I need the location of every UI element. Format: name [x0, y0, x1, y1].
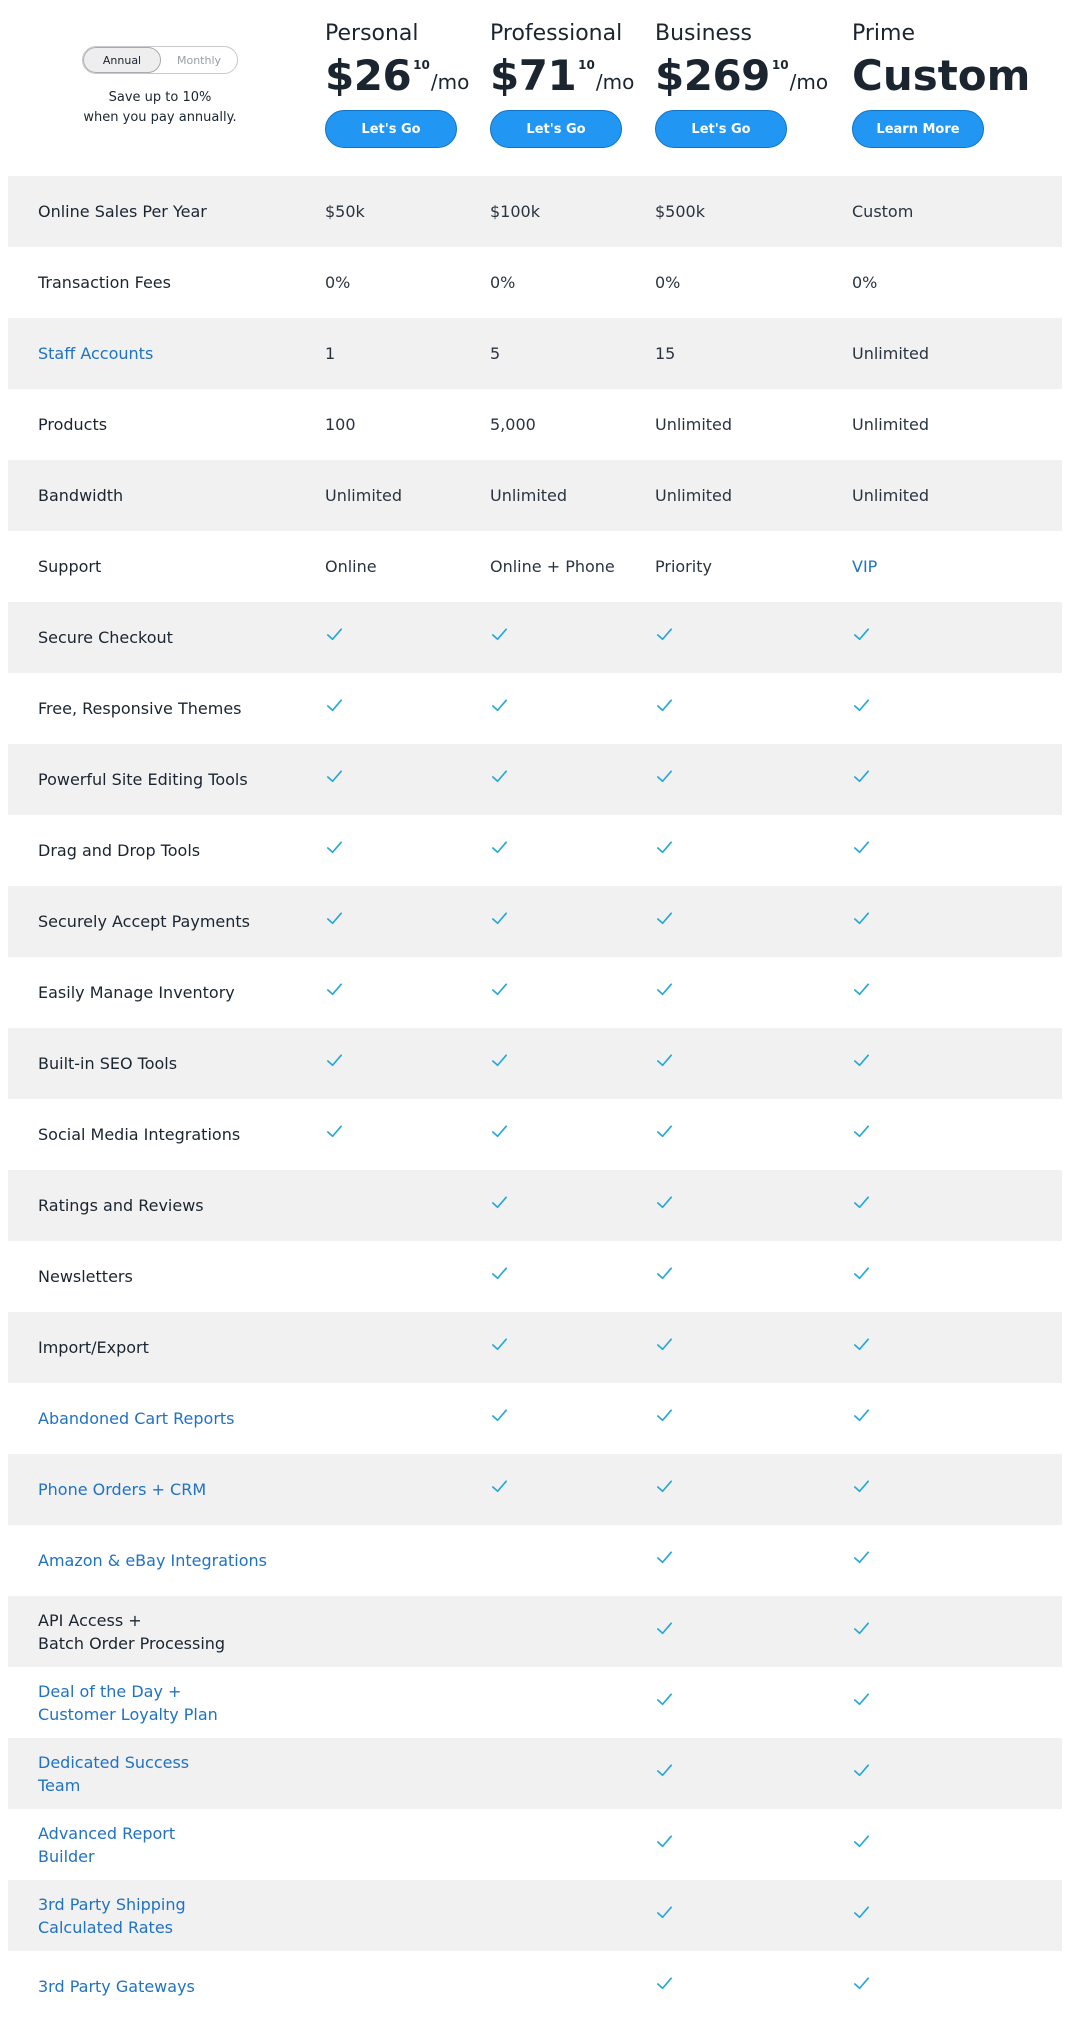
plan-name: Business — [655, 21, 753, 46]
feature-label: API Access + Batch Order Processing — [38, 1610, 226, 1653]
checkmark-icon — [655, 625, 674, 644]
check-cell-prime — [852, 1596, 871, 1667]
table-row — [8, 602, 1062, 673]
value-cell-professional: 5,000 — [490, 415, 536, 434]
table-row — [8, 815, 1062, 886]
table-row — [8, 247, 1062, 318]
table-row — [8, 957, 1062, 1028]
feature-label[interactable]: Advanced Report Builder — [38, 1823, 176, 1866]
checkmark-icon — [490, 1122, 509, 1141]
checkmark-icon — [325, 909, 344, 928]
check-cell-business — [655, 1454, 674, 1525]
checkmark-icon — [655, 1548, 674, 1567]
check-cell-professional — [490, 744, 509, 815]
checkmark-icon — [655, 909, 674, 928]
checkmark-icon — [490, 1477, 509, 1496]
check-cell-business — [655, 1667, 674, 1738]
check-cell-prime — [852, 886, 871, 957]
toggle-annual[interactable]: Annual — [83, 47, 161, 73]
value-cell-personal: $50k — [325, 202, 365, 221]
checkmark-icon — [325, 696, 344, 715]
feature-label[interactable]: Amazon & eBay Integrations — [38, 1551, 267, 1570]
plan-name: Professional — [490, 21, 623, 46]
checkmark-icon — [490, 625, 509, 644]
check-cell-professional — [490, 1454, 509, 1525]
value-cell-prime: Unlimited — [852, 486, 930, 505]
feature-label: Support — [38, 557, 102, 576]
price-custom: Custom — [852, 51, 1031, 100]
checkmark-icon — [490, 1193, 509, 1212]
table-row — [8, 1596, 1062, 1667]
billing-toggle[interactable] — [82, 46, 238, 74]
checkmark-icon — [655, 1832, 674, 1851]
check-cell-prime — [852, 1028, 871, 1099]
value-cell-personal: Unlimited — [325, 486, 403, 505]
table-row — [8, 886, 1062, 957]
checkmark-icon — [490, 1335, 509, 1354]
value-cell-personal: 0% — [325, 273, 351, 292]
checkmark-icon — [852, 1903, 871, 1922]
checkmark-icon — [852, 909, 871, 928]
checkmark-icon — [852, 1193, 871, 1212]
checkmark-icon — [655, 1690, 674, 1709]
plan-price — [852, 52, 1030, 102]
feature-label: Drag and Drop Tools — [38, 841, 201, 860]
check-cell-professional — [490, 1170, 509, 1241]
checkmark-icon — [490, 696, 509, 715]
checkmark-icon — [490, 1051, 509, 1070]
checkmark-icon — [490, 1264, 509, 1283]
feature-comparison-table — [8, 176, 1062, 2022]
table-row — [8, 1312, 1062, 1383]
table-row — [8, 1028, 1062, 1099]
table-row — [8, 1667, 1062, 1738]
check-cell-prime — [852, 1738, 871, 1809]
checkmark-icon — [852, 625, 871, 644]
plan-price — [655, 52, 828, 102]
check-cell-prime — [852, 1880, 871, 1951]
checkmark-icon — [852, 980, 871, 999]
checkmark-icon — [655, 980, 674, 999]
checkmark-icon — [325, 767, 344, 786]
feature-label: Easily Manage Inventory — [38, 983, 235, 1002]
checkmark-icon — [655, 1974, 674, 1993]
check-cell-business — [655, 1170, 674, 1241]
checkmark-icon — [852, 1690, 871, 1709]
plan-name: Personal — [325, 21, 419, 46]
table-row — [8, 1880, 1062, 1951]
table-row — [8, 1525, 1062, 1596]
table-row — [8, 318, 1062, 389]
check-cell-business — [655, 673, 674, 744]
check-cell-business — [655, 1383, 674, 1454]
checkmark-icon — [852, 1974, 871, 1993]
check-cell-prime — [852, 957, 871, 1028]
plan-professional — [490, 20, 634, 148]
check-cell-personal — [325, 815, 344, 886]
checkmark-icon — [852, 1761, 871, 1780]
price-amount: $269 — [655, 51, 770, 100]
value-cell-professional: Unlimited — [490, 486, 568, 505]
billing-toggle-area — [40, 46, 280, 128]
value-cell-professional: 5 — [490, 344, 501, 363]
check-cell-professional — [490, 886, 509, 957]
check-cell-professional — [490, 957, 509, 1028]
plan-price — [490, 52, 634, 102]
feature-label[interactable]: 3rd Party Shipping Calculated Rates — [38, 1894, 186, 1937]
feature-label[interactable]: Phone Orders + CRM — [38, 1480, 207, 1499]
check-cell-prime — [852, 1951, 871, 2022]
checkmark-icon — [852, 1832, 871, 1851]
check-cell-prime — [852, 1099, 871, 1170]
price-cents: 10 — [771, 58, 789, 72]
checkmark-icon — [655, 838, 674, 857]
value-cell-personal: Online — [325, 557, 377, 576]
check-cell-prime — [852, 1525, 871, 1596]
checkmark-icon — [852, 838, 871, 857]
price-period: /mo — [595, 70, 635, 94]
checkmark-icon — [655, 1406, 674, 1425]
feature-label: Ratings and Reviews — [38, 1196, 204, 1215]
checkmark-icon — [655, 1193, 674, 1212]
check-cell-prime — [852, 1241, 871, 1312]
value-cell-prime: 0% — [852, 273, 878, 292]
checkmark-icon — [655, 1264, 674, 1283]
check-cell-business — [655, 1312, 674, 1383]
check-cell-personal — [325, 602, 344, 673]
value-cell-business: Unlimited — [655, 486, 733, 505]
checkmark-icon — [852, 696, 871, 715]
price-amount: $71 — [490, 51, 577, 100]
check-cell-business — [655, 1099, 674, 1170]
value-cell-business: $500k — [655, 202, 705, 221]
savings-subline: when you pay annually. — [83, 110, 237, 125]
check-cell-prime — [852, 1454, 871, 1525]
checkmark-icon — [490, 980, 509, 999]
checkmark-icon — [852, 1122, 871, 1141]
check-cell-personal — [325, 673, 344, 744]
checkmark-icon — [852, 1477, 871, 1496]
checkmark-icon — [655, 1761, 674, 1780]
check-cell-prime — [852, 1667, 871, 1738]
check-cell-business — [655, 1028, 674, 1099]
value-cell-business: Priority — [655, 557, 712, 576]
pricing-header — [0, 0, 1070, 176]
table-row — [8, 389, 1062, 460]
check-cell-personal — [325, 1099, 344, 1170]
check-cell-professional — [490, 1099, 509, 1170]
learn-more-button[interactable]: Learn More — [852, 110, 984, 148]
feature-label: Built-in SEO Tools — [38, 1054, 178, 1073]
value-cell-prime: Unlimited — [852, 344, 930, 363]
checkmark-icon — [325, 838, 344, 857]
checkmark-icon — [852, 1335, 871, 1354]
check-cell-business — [655, 957, 674, 1028]
table-row — [8, 744, 1062, 815]
checkmark-icon — [325, 625, 344, 644]
check-cell-prime — [852, 602, 871, 673]
check-cell-professional — [490, 602, 509, 673]
check-cell-prime — [852, 1383, 871, 1454]
feature-label: Products — [38, 415, 108, 434]
checkmark-icon — [655, 1051, 674, 1070]
check-cell-professional — [490, 1028, 509, 1099]
check-cell-prime — [852, 673, 871, 744]
price-period: /mo — [789, 70, 829, 94]
check-cell-professional — [490, 1312, 509, 1383]
check-cell-business — [655, 602, 674, 673]
checkmark-icon — [852, 1406, 871, 1425]
checkmark-icon — [325, 1051, 344, 1070]
table-row — [8, 531, 1062, 602]
feature-label: Online Sales Per Year — [38, 202, 207, 221]
table-row — [8, 1951, 1062, 2022]
plan-personal — [325, 20, 469, 148]
price-cents: 10 — [578, 58, 595, 72]
feature-label: Securely Accept Payments — [38, 912, 251, 931]
feature-label[interactable]: Abandoned Cart Reports — [38, 1409, 235, 1428]
lets-go-button-professional[interactable]: Let's Go — [490, 110, 622, 148]
value-cell-professional: 0% — [490, 273, 516, 292]
checkmark-icon — [852, 1264, 871, 1283]
value-cell-prime: Unlimited — [852, 415, 930, 434]
toggle-monthly[interactable]: Monthly — [176, 53, 222, 67]
checkmark-icon — [852, 1548, 871, 1567]
check-cell-business — [655, 1525, 674, 1596]
feature-label: Newsletters — [38, 1267, 133, 1286]
savings-line: Save up to 10% — [108, 90, 212, 105]
lets-go-button-personal[interactable]: Let's Go — [325, 110, 457, 148]
value-cell-business: Unlimited — [655, 415, 733, 434]
table-row — [8, 1241, 1062, 1312]
check-cell-business — [655, 815, 674, 886]
plan-price — [325, 52, 469, 102]
check-cell-professional — [490, 815, 509, 886]
feature-label: Import/Export — [38, 1338, 149, 1357]
check-cell-personal — [325, 957, 344, 1028]
check-cell-business — [655, 1241, 674, 1312]
table-row — [8, 1809, 1062, 1880]
check-cell-personal — [325, 1028, 344, 1099]
check-cell-prime — [852, 1170, 871, 1241]
value-cell-business: 0% — [655, 273, 681, 292]
checkmark-icon — [655, 696, 674, 715]
checkmark-icon — [490, 909, 509, 928]
plan-name: Prime — [852, 21, 916, 46]
feature-label: Powerful Site Editing Tools — [38, 770, 248, 789]
table-row — [8, 1454, 1062, 1525]
check-cell-prime — [852, 1809, 871, 1880]
value-cell-personal: 100 — [325, 415, 356, 434]
checkmark-icon — [655, 1122, 674, 1141]
feature-label: Bandwidth — [38, 486, 124, 505]
table-row — [8, 673, 1062, 744]
checkmark-icon — [655, 1903, 674, 1922]
check-cell-personal — [325, 744, 344, 815]
check-cell-business — [655, 1880, 674, 1951]
feature-label[interactable]: 3rd Party Gateways — [38, 1977, 195, 1996]
checkmark-icon — [655, 1477, 674, 1496]
check-cell-business — [655, 1596, 674, 1667]
feature-label: Secure Checkout — [38, 628, 173, 647]
price-period: /mo — [430, 70, 470, 94]
table-row — [8, 460, 1062, 531]
check-cell-business — [655, 1951, 674, 2022]
checkmark-icon — [852, 767, 871, 786]
check-cell-professional — [490, 1241, 509, 1312]
price-cents: 10 — [413, 58, 430, 72]
checkmark-icon — [655, 767, 674, 786]
check-cell-prime — [852, 744, 871, 815]
checkmark-icon — [490, 838, 509, 857]
feature-label: Social Media Integrations — [38, 1125, 241, 1144]
price-amount: $26 — [325, 51, 412, 100]
table-row — [8, 1383, 1062, 1454]
check-cell-prime — [852, 815, 871, 886]
checkmark-icon — [852, 1051, 871, 1070]
table-row — [8, 1170, 1062, 1241]
check-cell-prime — [852, 1312, 871, 1383]
checkmark-icon — [852, 1619, 871, 1638]
feature-label[interactable]: Dedicated Success Team — [38, 1752, 190, 1795]
checkmark-icon — [490, 767, 509, 786]
checkmark-icon — [655, 1619, 674, 1638]
value-cell-professional: $100k — [490, 202, 540, 221]
check-cell-business — [655, 1738, 674, 1809]
value-cell-personal: 1 — [325, 344, 336, 363]
table-row — [8, 176, 1062, 247]
table-row — [8, 1738, 1062, 1809]
value-cell-business: 15 — [655, 344, 676, 363]
plan-business — [655, 20, 828, 148]
annual-savings-note — [40, 88, 280, 128]
feature-label: Transaction Fees — [38, 273, 171, 292]
lets-go-button-business[interactable]: Let's Go — [655, 110, 787, 148]
checkmark-icon — [655, 1335, 674, 1354]
check-cell-business — [655, 886, 674, 957]
feature-label: Free, Responsive Themes — [38, 699, 242, 718]
check-cell-professional — [490, 673, 509, 744]
value-cell-prime[interactable]: VIP — [852, 557, 878, 576]
table-row — [8, 1099, 1062, 1170]
check-cell-professional — [490, 1383, 509, 1454]
check-cell-business — [655, 1809, 674, 1880]
checkmark-icon — [490, 1406, 509, 1425]
value-cell-prime: Custom — [852, 202, 914, 221]
checkmark-icon — [325, 980, 344, 999]
check-cell-business — [655, 744, 674, 815]
plan-prime — [852, 20, 1030, 148]
feature-label[interactable]: Staff Accounts — [38, 344, 154, 363]
feature-label[interactable]: Deal of the Day + Customer Loyalty Plan — [38, 1681, 218, 1724]
value-cell-professional: Online + Phone — [490, 557, 615, 576]
check-cell-personal — [325, 886, 344, 957]
checkmark-icon — [325, 1122, 344, 1141]
